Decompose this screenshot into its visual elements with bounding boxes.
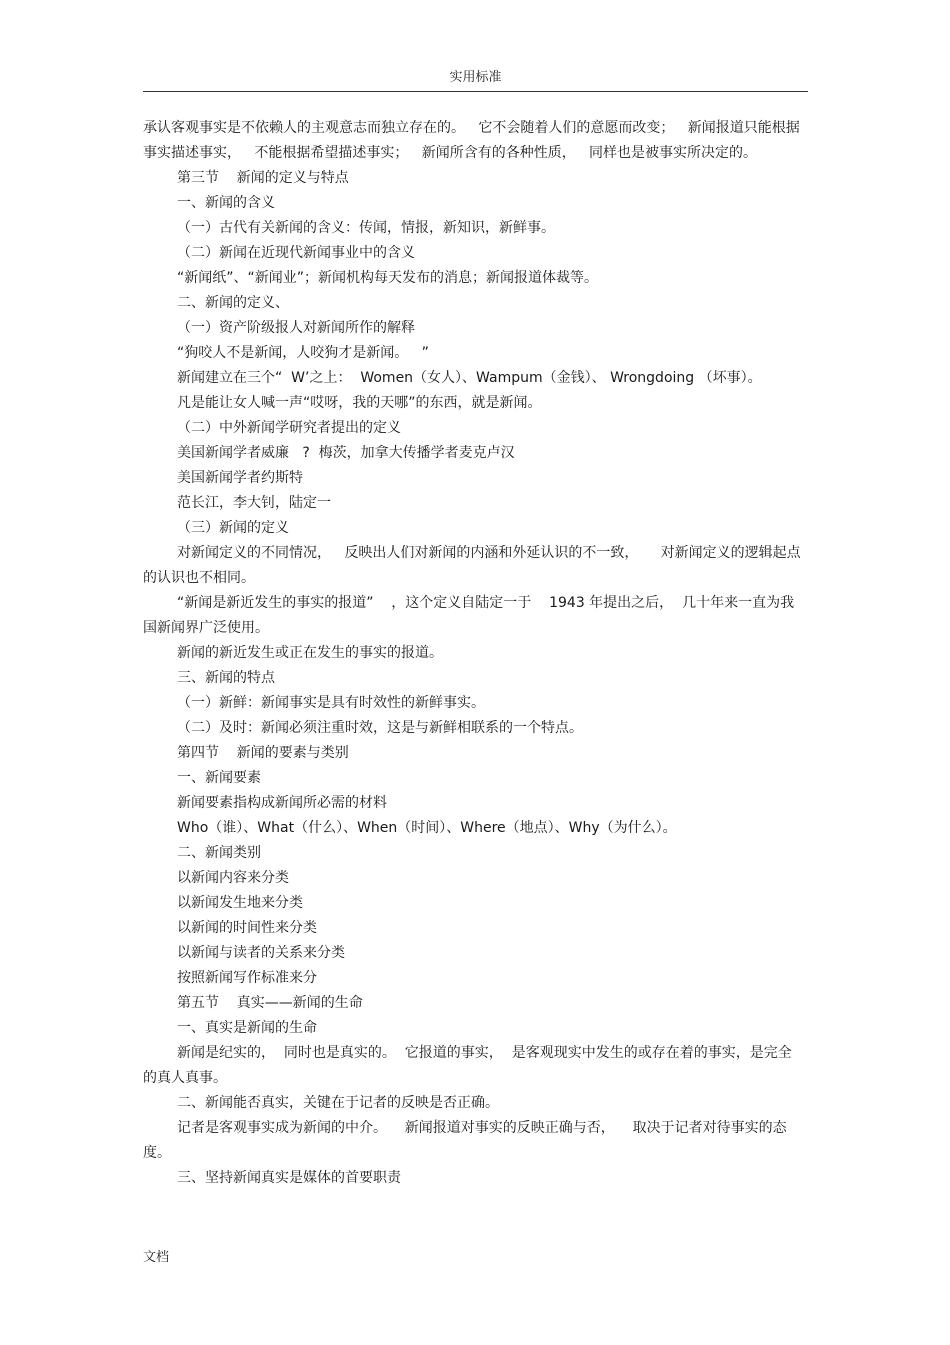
- body-paragraph: 一、真实是新闻的生命: [177, 1020, 317, 1036]
- page-footer: 文档: [143, 1250, 170, 1265]
- body-paragraph: 对新闻定义的不同情况， 反映出人们对新闻的内涵和外延认识的不一致， 对新闻定义的逻辑起点的认识也不相同。: [143, 545, 801, 586]
- body-paragraph: “新闻纸”、“新闻业”；新闻机构每天发布的消息；新闻报道体裁等。: [177, 270, 599, 286]
- body-paragraph: 范长江，李大钊，陆定一: [177, 495, 331, 511]
- header-divider: [143, 91, 808, 92]
- body-paragraph: Who（谁）、What（什么）、When（时间）、Where（地点）、Why（为什么）。: [177, 820, 677, 836]
- body-paragraph: （一）资产阶级报人对新闻所作的解释: [177, 320, 415, 336]
- body-paragraph: 以新闻内容来分类: [177, 870, 289, 886]
- body-paragraph: 二、新闻类别: [177, 845, 261, 861]
- body-paragraph: （二）新闻在近现代新闻事业中的含义: [177, 245, 415, 261]
- body-paragraph: 记者是客观事实成为新闻的中介。 新闻报道对事实的反映正确与否， 取决于记者对待事实的态度。: [143, 1120, 787, 1161]
- document-body: [143, 116, 803, 1191]
- body-paragraph: 一、新闻要素: [177, 770, 261, 786]
- body-paragraph: 三、新闻的特点: [177, 670, 275, 686]
- body-paragraph: 以新闻发生地来分类: [177, 895, 303, 911]
- body-paragraph: 第四节 新闻的要素与类别: [177, 745, 349, 761]
- body-paragraph: 三、坚持新闻真实是媒体的首要职责: [177, 1170, 401, 1186]
- body-paragraph: 第五节 真实——新闻的生命: [177, 995, 363, 1011]
- body-paragraph: “新闻是新近发生的事实的报道” ，这个定义自陆定一于 1943 年提出之后， 几十年来一直为我国新闻界广泛使用。: [143, 595, 795, 636]
- page-header: 实用标准: [449, 70, 502, 85]
- body-paragraph: 凡是能让女人喊一声“哎呀，我的天哪”的东西，就是新闻。: [177, 395, 542, 411]
- body-paragraph: （一）新鲜：新闻事实是具有时效性的新鲜事实。: [177, 695, 485, 711]
- body-paragraph: 美国新闻学者威廉 ? 梅茨，加拿大传播学者麦克卢汉: [177, 445, 515, 461]
- body-paragraph: （二）中外新闻学研究者提出的定义: [177, 420, 401, 436]
- body-paragraph: “狗咬人不是新闻，人咬狗才是新闻。 ”: [177, 345, 429, 361]
- body-paragraph: 二、新闻能否真实，关键在于记者的反映是否正确。: [177, 1095, 499, 1111]
- body-paragraph: 新闻是纪实的， 同时也是真实的。 它报道的事实， 是客观现实中发生的或存在着的事实，是完全的真人真事。: [143, 1045, 792, 1086]
- body-paragraph: 二、新闻的定义、: [177, 295, 289, 311]
- body-paragraph: 以新闻与读者的关系来分类: [177, 945, 345, 961]
- body-paragraph: 一、新闻的含义: [177, 195, 275, 211]
- body-paragraph: 第三节 新闻的定义与特点: [177, 170, 349, 186]
- body-paragraph: （二）及时：新闻必须注重时效，这是与新鲜相联系的一个特点。: [177, 720, 583, 736]
- body-paragraph: 以新闻的时间性来分类: [177, 920, 317, 936]
- body-paragraph: 按照新闻写作标准来分: [177, 970, 317, 986]
- body-paragraph: 承认客观事实是不依赖人的主观意志而独立存在的。 它不会随着人们的意愿而改变； 新闻报道只能根据事实描述事实， 不能根据希望描述事实； 新闻所含有的各种性质， 同样也是被事实所决定的。: [143, 120, 800, 161]
- body-paragraph: 新闻要素指构成新闻所必需的材料: [177, 795, 387, 811]
- body-paragraph: 新闻的新近发生或正在发生的事实的报道。: [177, 645, 443, 661]
- body-paragraph: 美国新闻学者约斯特: [177, 470, 303, 486]
- body-paragraph: （三）新闻的定义: [177, 520, 289, 536]
- body-paragraph: （一）古代有关新闻的含义：传闻，情报，新知识，新鲜事。: [177, 220, 555, 236]
- body-paragraph: 新闻建立在三个“ W’之上： Women（女人）、Wampum（金钱）、 Wrongdoing （坏事）。: [177, 370, 762, 386]
